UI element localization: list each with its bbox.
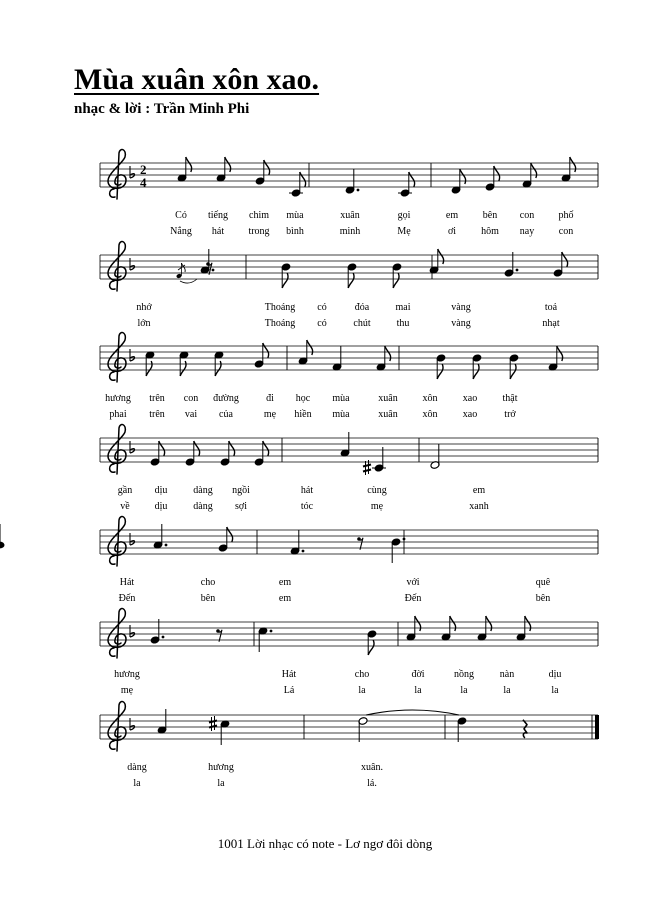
lyric-verse-2: la [133,778,141,789]
staff [0,326,650,376]
song-title: Mùa xuân xôn xao. [74,63,320,96]
lyric-verse-1: dàng [193,485,213,496]
time-signature-top: 2 [140,162,147,177]
lyric-verse-2: thu [396,318,410,329]
lyric-verse-2: hát [211,226,225,237]
key-signature-flat [130,441,135,453]
note [548,346,563,371]
treble-clef [108,609,126,658]
lyric-verse-1: chim [249,210,269,221]
lyric-verse-1: có [317,302,327,313]
lyric-verse-2: xanh [469,501,489,512]
lyric-verse-1: hương [114,669,140,680]
lyric-verse-1: đường [213,393,239,404]
lyric-verse-1: hương [105,393,131,404]
lyric-verse-1: gần [117,485,133,496]
lyric-verse-2: trong [248,226,270,237]
note [561,157,576,182]
lyric-verse-2: Lá [283,685,295,696]
lyric-verse-2: trở [504,409,516,420]
lyric-verse-1: dịu [154,485,168,496]
note [504,252,518,277]
staff-system [0,602,650,696]
lyric-verse-1: Thoáng [264,302,296,313]
note [150,619,164,644]
note [216,157,231,182]
lyric-verse-1: dịu [548,669,562,680]
note [345,169,359,194]
note [522,163,537,188]
lyric-verse-1: học [295,393,311,404]
staff-system [0,418,650,512]
lyric-verse-1: Có [175,210,187,221]
lyric-verse-2: Đến [118,593,136,604]
lyric-verse-2: la [460,685,468,696]
key-signature-flat [130,349,135,361]
lyric-verse-2: nay [519,226,535,237]
lyric-verse-1: mùa [332,393,350,404]
lyric-verse-2: mẹ [263,409,277,420]
lyric-verse-1: thật [502,393,518,404]
lyric-verse-1: đóa [354,302,370,313]
lyric-verse-2: minh [339,226,361,237]
lyric-verse-1: Hát [281,669,297,680]
sharp-accidental [209,716,217,731]
lyric-verse-1: trên [149,393,165,404]
lyric-verse-1: con [519,210,535,221]
lyric-verse-2: mẹ [120,685,134,696]
treble-clef [108,517,126,566]
lyric-verse-2: trên [149,409,165,420]
treble-clef [108,702,126,751]
lyric-verse-1: dàng [127,762,147,773]
note [367,630,377,655]
note [472,354,482,379]
lyric-verse-1: Hát [119,577,135,588]
lyric-verse-1: đời [411,669,425,680]
staff [0,418,650,468]
lyric-verse-2: hiền [294,409,312,420]
note [258,627,272,652]
lyric-verse-1: hương [208,762,234,773]
staff [0,510,650,560]
note [254,343,269,368]
lyric-verse-1: cùng [367,485,387,496]
lyric-verse-2: la [358,685,366,696]
note [372,447,386,472]
note [177,157,192,182]
note [157,709,167,734]
lyric-verse-2: Nắng [170,226,192,237]
lyric-verse-1: vàng [451,302,471,313]
lyric-verse-1: cho [200,577,216,588]
lyric-verse-1: xôn [422,393,438,404]
lyric-verse-1: ngồi [232,485,250,496]
note [254,441,269,466]
note [255,160,270,185]
lyric-verse-2: mùa [332,409,350,420]
lyric-verse-2: bình [286,226,304,237]
lyric-verse-2: lớn [137,318,151,329]
note [340,432,350,457]
lyric-verse-1: xuân [340,210,360,221]
lyric-verse-1: xuân [378,393,398,404]
note [457,717,467,742]
lyric-verse-2: vai [184,409,198,420]
note [214,351,224,376]
note [406,616,421,641]
lyric-verse-2: em [278,593,292,604]
lyric-verse-1: mùa [286,210,304,221]
lyric-verse-2: bên [200,593,216,604]
note [509,354,519,379]
quarter-rest [523,720,527,738]
staff-system [0,695,650,789]
lyric-verse-2: xôn [422,409,438,420]
lyric-verse-1: đi [266,393,274,404]
note [430,444,440,469]
lyric-verse-1: xuân. [361,762,383,773]
note [200,249,214,274]
lyric-verse-1: hát [300,485,314,496]
treble-clef [108,333,126,382]
key-signature-flat [130,533,135,545]
staff-system [0,143,650,237]
note [290,530,304,555]
time-signature-bottom: 4 [140,175,147,190]
lyric-verse-1: mai [395,302,411,313]
lyric-verse-1: bên [482,210,498,221]
staff [0,235,650,285]
lyric-verse-1: xao [462,393,478,404]
note [376,346,391,371]
lyric-verse-2: la [551,685,559,696]
treble-clef [108,425,126,474]
lyric-verse-2: bên [535,593,551,604]
lyric-verse-2: về [120,501,130,512]
lyric-verse-2: lá. [367,778,377,789]
note [429,249,444,274]
note [179,351,189,376]
note [185,441,200,466]
lyric-verse-2: Thoáng [264,318,296,329]
note [477,616,492,641]
note [218,527,233,552]
note [441,616,456,641]
staff-system [0,510,650,604]
note [358,717,368,742]
note [0,524,4,548]
lyric-verse-2: Mẹ [397,226,411,237]
page-footer: 1001 Lời nhạc có note - Lơ ngơ đôi dòng [217,836,433,851]
lyric-verse-2: phai [109,409,127,420]
note [485,166,500,191]
note [451,169,466,194]
lyric-verse-1: gọi [397,210,411,221]
note [289,172,306,197]
key-signature-flat [130,258,135,270]
note [220,441,235,466]
note [281,263,291,288]
note [153,524,167,549]
lyric-verse-2: mẹ [370,501,384,512]
lyric-verse-1: toả [544,302,558,313]
note [298,340,313,365]
key-signature-flat [130,718,135,730]
treble-clef [108,242,126,291]
note [553,252,568,277]
lyric-verse-2: ơi [447,226,457,237]
lyric-verse-2: Đến [404,593,422,604]
lyric-verse-2: dàng [193,501,213,512]
lyric-verse-2: la [414,685,422,696]
lyric-verse-2: tóc [300,501,314,512]
note [150,441,165,466]
lyric-verse-1: tiếng [208,210,228,221]
lyric-verse-2: dịu [154,501,168,512]
lyric-verse-2: của [219,409,233,420]
note [398,172,415,197]
tie [366,710,459,715]
lyric-verse-2: hôm [481,226,499,237]
staff [0,602,650,652]
note [145,351,155,376]
lyric-verse-2: con [558,226,574,237]
lyric-verse-1: con [183,393,199,404]
note [392,263,402,288]
time-signature [140,162,147,190]
lyric-verse-2: xao [462,409,478,420]
key-signature-flat [130,166,135,178]
lyric-verse-1: em [472,485,486,496]
lyric-verse-2: sợi [235,501,247,512]
lyric-verse-1: nồng [454,669,474,680]
lyric-verse-2: la [217,778,225,789]
lyric-verse-1: quê [535,577,551,588]
treble-clef [108,150,126,199]
note [220,720,230,745]
lyric-verse-2: la [503,685,511,696]
staff-system [0,326,650,420]
lyric-verse-2: vàng [451,318,471,329]
lyric-verse-1: với [406,577,420,588]
lyric-verse-2: chút [353,318,371,329]
staff [0,143,650,193]
song-credits: nhạc & lời : Trần Minh Phi [74,101,250,117]
staff-system [0,235,650,329]
note [516,616,531,641]
lyric-verse-1: em [278,577,292,588]
lyric-verse-2: xuân [378,409,398,420]
note [436,354,446,379]
lyric-verse-1: em [445,210,459,221]
lyric-verse-1: nhớ [136,302,152,313]
key-signature-flat [130,625,135,637]
lyric-verse-2: nhạt [542,318,560,329]
staff [0,695,650,745]
lyric-verse-1: cho [354,669,370,680]
lyric-verse-1: nàn [499,669,515,680]
lyric-verse-2: có [317,318,327,329]
note [391,538,405,563]
note [347,263,357,288]
lyric-verse-1: phố [558,210,574,221]
note [332,346,342,371]
